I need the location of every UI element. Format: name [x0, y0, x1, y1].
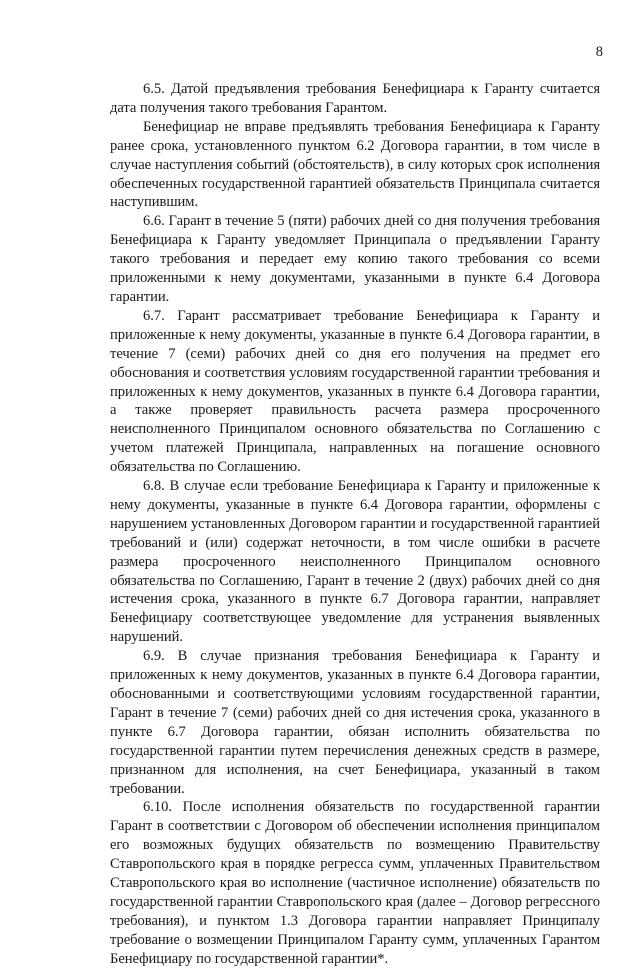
paragraph-6-10: 6.10. После исполнения обязательств по государственной гарантии Гарант в соответствии с Договором об обеспечении исполнения принципалом его возможных будущих обязательств по возмещению Правительству Ставропольского края в порядке регресса сумм, уплаченных Правительством Ставропольского края во исполнение (частичное исполнение) обязательств по государственной гарантии Ставропольского края (далее – Договор регрессного требования), и пунктом 1.3 Договора гарантии направляет Принципалу требование о возмещении Принципалом Гаранту сумм, уплаченных Гарантом Бенефициару по государственной гарантии*. [110, 799, 600, 967]
page-number: 8 [595, 44, 603, 60]
paragraph-6-5: 6.5. Датой предъявления требования Бенефициара к Гаранту считается дата получения такого требования Гарантом. [110, 81, 600, 116]
paragraph-6-9: 6.9. В случае признания требования Бенефициара к Гаранту и приложенных к нему документов, указанных в пункте 6.4 Договора гарантии, обоснованными и соответствующими условиям государственной гарантии, Гарант в течение 7 (семи) рабочих дней со дня истечения срока, указанного в пункте 6.7 Договора гарантии, обязан исполнить обязательства по государственной гарантии путем перечисления денежных средств в размере, признанном для исполнения, на счет Бенефициара, указанный в таком требовании. [110, 648, 600, 797]
paragraph-6-7: 6.7. Гарант рассматривает требование Бенефициара к Гаранту и приложенные к нему документы, указанные в пункте 6.4 Договора гарантии, в течение 7 (семи) рабочих дней со дня его получения на предмет его обоснования и соответствия условиям государственной гарантии требования и приложенных к нему документов, указанных в пункте 6.4 Договора гарантии, а также проверяет правильность расчета размера просроченного неисполненного Принципалом основного обязательства по Соглашению с учетом платежей Принципала, направленных на погашение основного обязательства по Соглашению. [110, 307, 600, 476]
paragraph-6-5-continued: Бенефициар не вправе предъявлять требования Бенефициара к Гаранту ранее срока, установленного пунктом 6.2 Договора гарантии, в том числе в случае наступления событий (обстоятельств), в силу которых срок исполнения обеспеченных государственной гарантией обязательств Принципала считается наступившим. [110, 118, 600, 211]
paragraph-6-6: 6.6. Гарант в течение 5 (пяти) рабочих дней со дня получения требования Бенефициара к Гаранту уведомляет Принципала о предъявлении Гаранту такого требования и передает ему копию такого требования со всеми приложенными к нему документами, указанными в пункте 6.4 Договора гарантии. [110, 213, 600, 305]
paragraph-6-8: 6.8. В случае если требование Бенефициара к Гаранту и приложенные к нему документы, указанные в пункте 6.4 Договора гарантии, оформлены с нарушением установленных Договором гарантии и государственной гарантией требований и (или) содержат неточности, в том числе ошибки в расчете размера просроченного неисполненного Принципалом основного обязательства по Соглашению, Гарант в течение 2 (двух) рабочих дней со дня истечения срока, указанного в пункте 6.7 Договора гарантии, направляет Бенефициару соответствующее уведомление для устранения выявленных нарушений. [110, 478, 600, 646]
document-body [110, 80, 600, 969]
